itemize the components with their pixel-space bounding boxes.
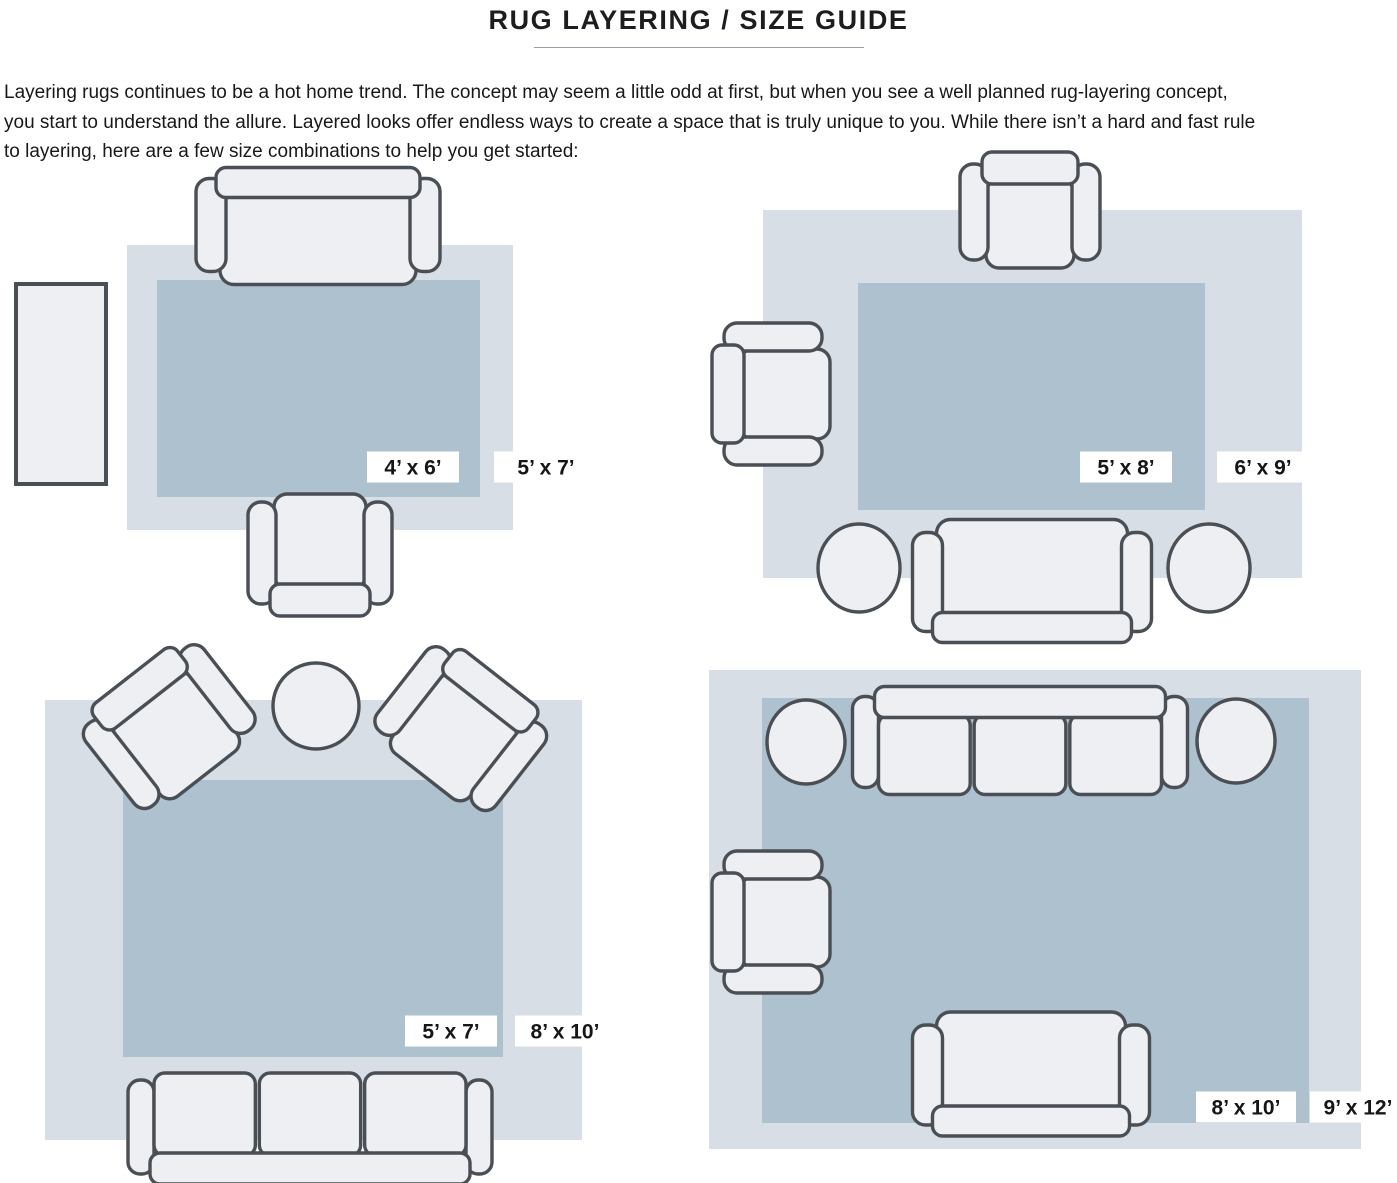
size-label-text: 4’ x 6’: [384, 456, 442, 480]
sofa: [196, 168, 440, 285]
size-label-text: 5’ x 8’: [1097, 456, 1155, 480]
inner-rug-size-label: [1196, 1092, 1296, 1123]
oval-table: [1168, 524, 1250, 612]
size-label-text: 9’ x 12’: [1323, 1096, 1393, 1120]
outer-rug-size-label: [1310, 1092, 1397, 1123]
armchair: [712, 851, 830, 993]
oval-table: [767, 700, 845, 784]
size-label-text: 8’ x 10’: [530, 1020, 600, 1044]
size-label-text: 5’ x 7’: [517, 456, 575, 480]
intro-line: you start to understand the allure. Layered looks offer endless ways to create a space that is truly unique to you. While there isn’t a hard and fast rule: [4, 111, 1256, 133]
diagram-5x7-over-8x10: [45, 630, 615, 1183]
page-title: RUG LAYERING / SIZE GUIDE: [488, 5, 909, 35]
outer-rug-size-label: [494, 452, 598, 483]
size-label-text: 6’ x 9’: [1234, 456, 1292, 480]
inner-rug-size-label: [405, 1016, 497, 1047]
sofa: [913, 520, 1152, 643]
armchair: [712, 323, 830, 465]
diagram-5x8-over-6x9: [712, 152, 1309, 643]
round-table: [273, 663, 359, 749]
oval-table: [1197, 699, 1275, 783]
outer-rug-size-label: [515, 1016, 615, 1047]
inner-rug-size-label: [1080, 452, 1172, 483]
intro-line: Layering rugs continues to be a hot home trend. The concept may seem a little odd at first, but when you see a well planned rug-layering concept,: [4, 82, 1228, 103]
armchair: [960, 152, 1100, 268]
sofa: [913, 1012, 1150, 1136]
inner-rug-size-label: [367, 452, 459, 483]
intro-line: to layering, here are a few size combinations to help you get started:: [4, 141, 579, 162]
diagram-8x10-over-9x12: [709, 670, 1397, 1149]
sofa3: [853, 687, 1188, 795]
size-label-text: 5’ x 7’: [422, 1020, 480, 1044]
outer-rug-size-label: [1217, 452, 1309, 483]
diagram-4x6-over-5x7: [16, 168, 598, 617]
size-label-text: 8’ x 10’: [1211, 1096, 1281, 1120]
console-table: [16, 284, 106, 484]
inner-rug: [123, 780, 503, 1057]
armchair: [248, 494, 392, 616]
sofa3: [128, 1073, 492, 1183]
oval-table: [818, 524, 900, 612]
